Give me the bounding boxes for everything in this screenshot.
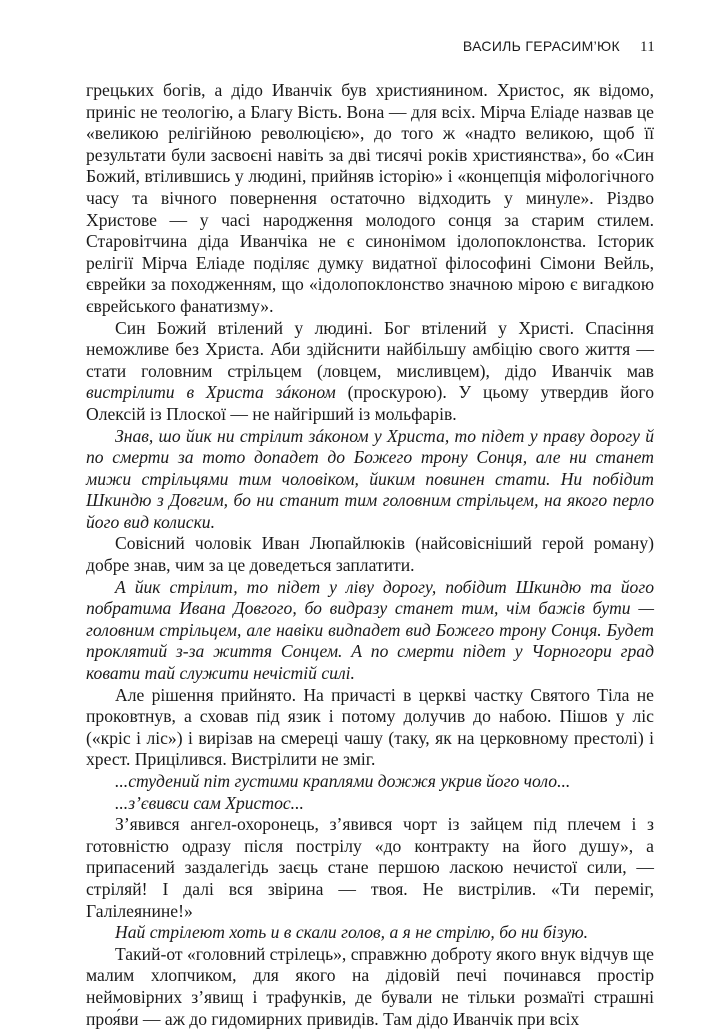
quote-5: Най стрілеют хоть и в скали голов, а я не стрілю, бо ни бізую. [115,922,589,943]
quote-2: А йик стрілит, то підет у ліву дорогу, побідит Шкиндю та його побратима Ивана Довгого, бо видразу станет тим, чім бажів бути — головним стрільцем, але навіки видпадет вид Божего трону Сонця. Будет проклятий з-за життя Сонцем. А по смерти підет у Чорногори град ковати тай служити нечістій силі. [86,576,654,684]
quote-4: ...з’євивси сам Христос... [115,792,304,813]
paragraph-5: З’явився ангел-охоронець, з’явився чорт із зайцем під плечем і з готовністю одразу після пострілу «до контракту на його душу», а припасений заздалегідь заєць стане першою ласкою нечистої сили, — стріляй! І далі вся звірина — твоя. Не вистрілив. «Ти переміг, Галілеянине!» [86,814,654,921]
paragraph-4: Але рішення прийнято. На причасті в церкві частку Святого Тіла не проковтнув, а сховав під язик і потому долучив до набою. Пішов у ліс («кріс і ліс») і вирізав на смереці чашу (таку, як на церковному престолі) і хрест. Прицілився. Вистрілити не зміг. [86,684,654,770]
quote-1: Знав, шо йик ни стрілит зáконом у Христа, то підет у праву дорогу й по смерти за тото допадет до Божего трону Сонця, але ни станет мижи стрільцями тим чоловіком, йиким повинен стати. Ни побідит Шкиндю з Довгим, бо ни станит тим головним стрільцем, на якого перло його вид колиски. [86,425,654,532]
paragraph-1: грецьких богів, а дідо Иванчік був християнином. Христос, як відомо, приніс не теологію, а Благу Вість. Вона — для всіх. Мірча Еліаде назвав це «великою релігійною революцією», до того ж «надто великою, щоб її результати були засвоєні навіть за дві тисячі років християнства», бо «Син Божий, втілившись у людині, прийняв історію» і «концепція міфологічного часу та вічного повернення остаточно відходить у минуле». Різдво Христове — у часі народження молодого сонця за старим стилем. Старовітчина діда Иванчіка не є синонімом ідолопоклонства. Історик релігії Мірча Еліаде поділяє думку видатної філософині Сімони Вейль, єврейки за походженням, що «ідолопоклонство значною мірою є вигадкою єврейського фанатизму». [86,80,654,316]
paragraph-2 [86,318,654,426]
paragraph-2-emphasis: вистрілити в Христа зáконом [86,382,336,403]
running-header [80,38,655,56]
paragraph-3: Совісний чоловік Иван Люпайлюків (найсовісніший герой роману) добре знав, чим за це доведеться заплатити. [86,533,654,576]
body-text [86,80,654,1030]
paragraph-6: Такий-от «головний стрілець», справжню доброту якого внук відчув ще малим хлопчиком, для якого на дідовій печі починався простір неймовірних з’явищ і трафунків, де бували не тільки розмаїті страшні проя́ви — аж до гидомирних привидів. Там дідо Иванчік при всіх [86,943,654,1029]
paragraph-2-end: (проскурою). У цьому утвердив його Олексій із Плоскої — не найгірший із мольфарів. [86,382,654,424]
running-header-author: ВАСИЛЬ ГЕРАСИМ’ЮК [462,38,620,54]
quote-3: ...студений піт густими краплями дожжя укрив його чоло... [115,771,571,791]
paragraph-2-start: Син Божий втілений у людині. Бог втілений у Христі. Спасіння неможливе без Христа. Аби здійснити найбільшу амбіцію свого життя — стати головним стрільцем (ловцем, мисливцем), дідо Иванчік мав [86,317,654,381]
page-number: 11 [639,39,655,55]
